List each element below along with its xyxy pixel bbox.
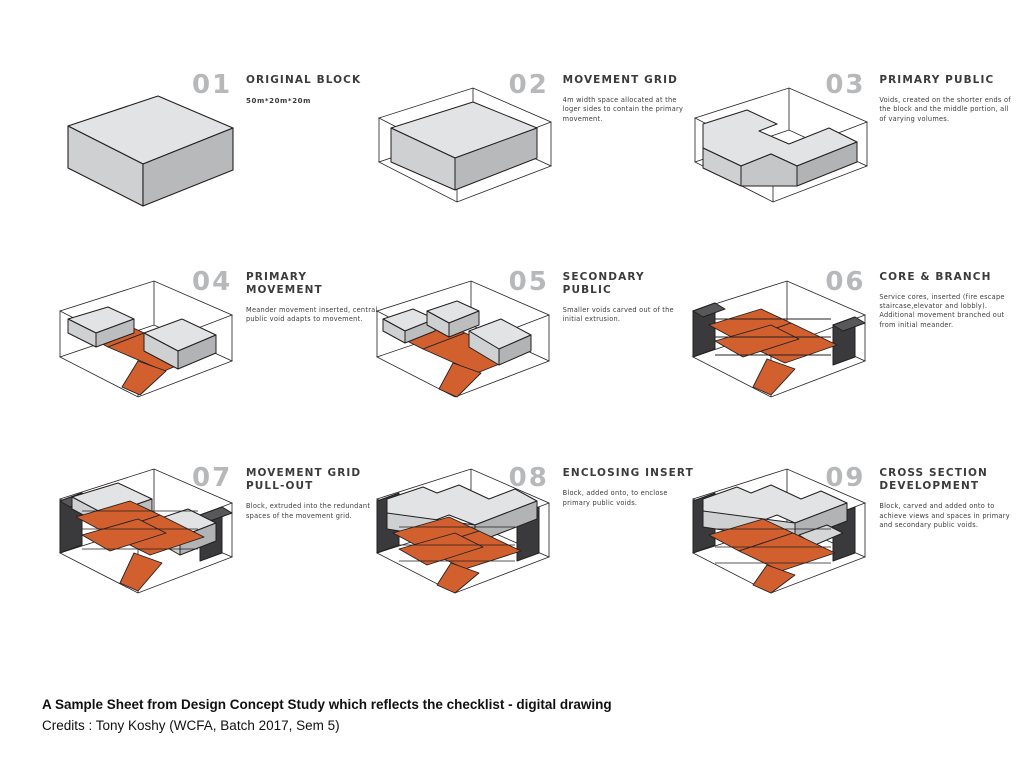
step-body-08: Block, added onto, to enclose primary public voids. — [562, 489, 668, 507]
step-body-04: Meander movement inserted, central public void adapts to movement. — [246, 305, 378, 324]
step-number-04: 04 — [192, 266, 233, 297]
step-body-07: Block, extruded into the redundant spaces of the movement grid. — [246, 502, 371, 520]
step-title-04: PRIMARY MOVEMENT — [246, 270, 323, 296]
step-number-01: 01 — [192, 70, 233, 100]
step-title-09: CROSS SECTION DEVELOPMENT — [879, 467, 988, 493]
steps-grid — [42, 60, 1011, 650]
step-cell-01 — [42, 60, 362, 257]
footer-credits: Credits : Tony Koshy (WCFA, Batch 2017, Sem 5) — [42, 718, 340, 733]
step-number-02: 02 — [508, 70, 549, 100]
step-caption-03 — [879, 74, 1011, 124]
step-cell-07 — [42, 453, 371, 650]
step-title-06: CORE & BRANCH — [879, 270, 992, 283]
step-body-02: 4m width space allocated at the loger sides to contain the primary movement. — [562, 96, 684, 123]
step-caption-06 — [879, 271, 1011, 331]
step-body-03: Voids, created on the shorter ends of the block and the middle portion, all of varying volumes. — [879, 96, 1011, 123]
step-body-06: Service cores, inserted (fire escape staircase,elevator and lobbly). Additional movement branched out from initial meander. — [879, 292, 1005, 329]
step-cell-06 — [675, 257, 1005, 454]
step-number-05: 05 — [508, 266, 549, 297]
step-cell-02 — [359, 60, 684, 257]
step-title-01: ORIGINAL BLOCK — [246, 74, 362, 86]
step-number-09: 09 — [825, 463, 866, 494]
step-title-07: MOVEMENT GRID PULL-OUT — [246, 467, 362, 493]
footer-title: A Sample Sheet from Design Concept Study which reflects the checklist - digital drawing — [42, 697, 612, 712]
step-caption-09 — [879, 467, 1011, 530]
step-cell-04 — [42, 257, 378, 454]
step-title-03: PRIMARY PUBLIC — [879, 74, 995, 86]
step-number-07: 07 — [192, 463, 233, 494]
step-body-05: Smaller voids carved out of the initial extrusion. — [562, 305, 674, 324]
step-cell-09 — [675, 453, 1010, 650]
step-body-09: Block, carved and added onto to achieve views and spaces in primary and secondary public voids. — [879, 502, 1010, 530]
step-cell-08 — [359, 453, 694, 650]
step-subtitle-01: 50m*20m*20m — [246, 97, 312, 105]
step-title-02: MOVEMENT GRID — [562, 74, 678, 86]
step-number-03: 03 — [825, 70, 866, 100]
step-title-05: SECONDARY PUBLIC — [562, 270, 645, 296]
step-title-08: ENCLOSING INSERT — [562, 467, 694, 480]
footer — [42, 695, 942, 735]
step-number-08: 08 — [508, 463, 549, 494]
step-cell-03 — [675, 60, 1011, 257]
step-number-06: 06 — [825, 266, 866, 297]
step-cell-05 — [359, 257, 676, 454]
